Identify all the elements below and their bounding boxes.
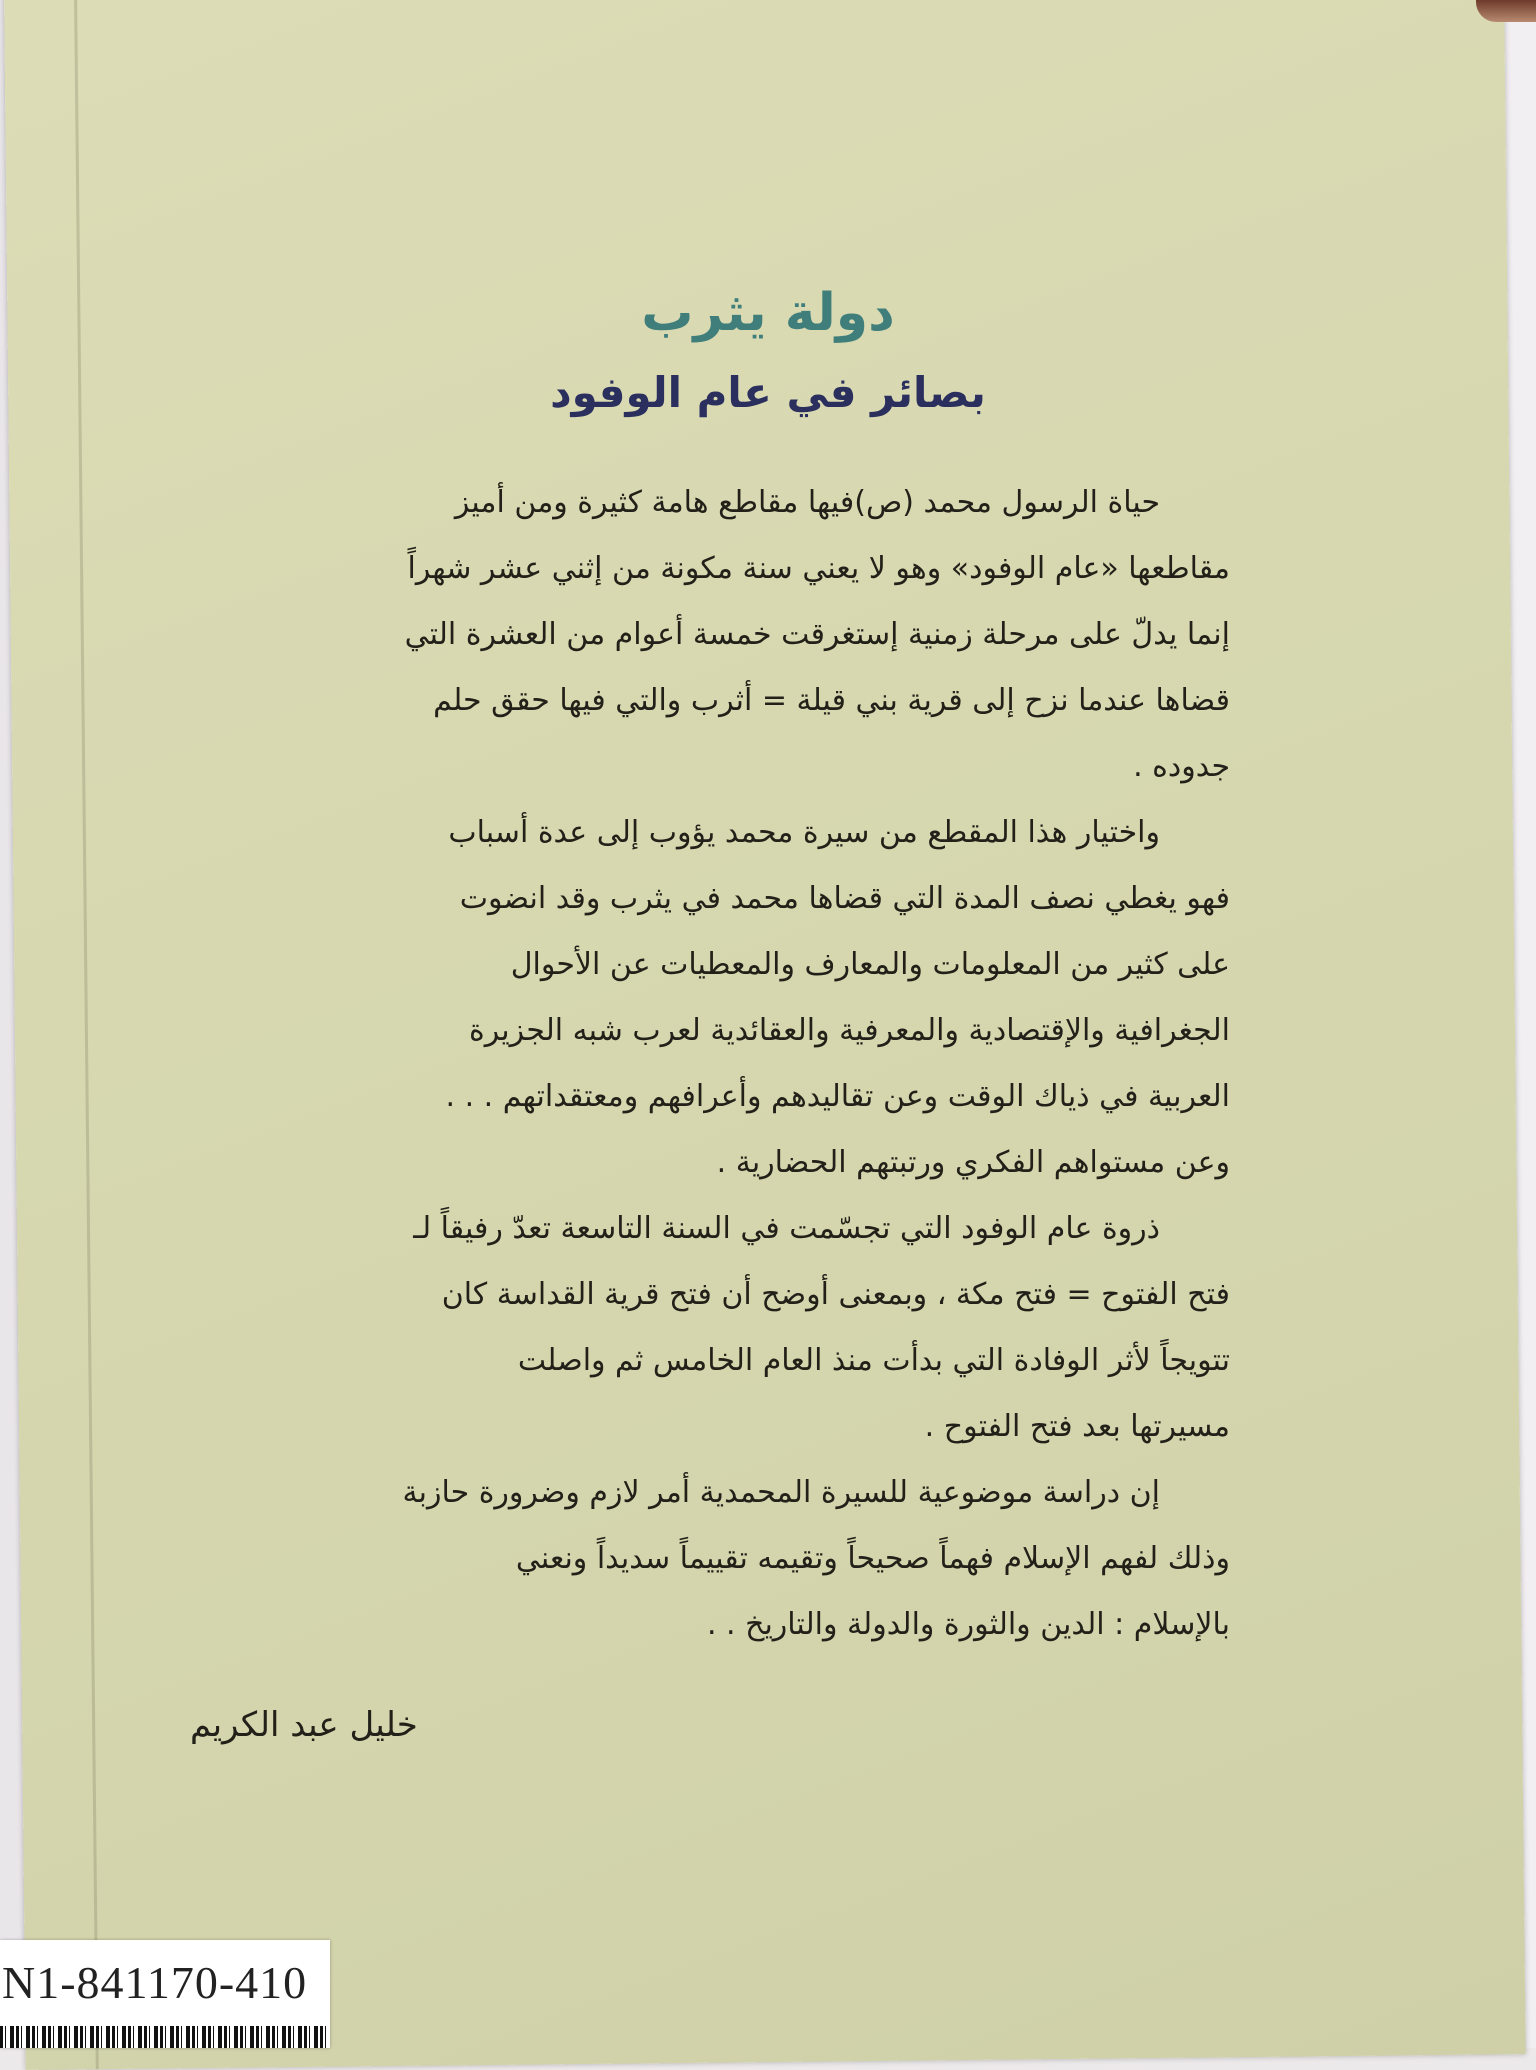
text-line: بالإسلام : الدين والثورة والدولة والتاريخ . . [706, 1607, 1230, 1642]
book-subtitle: بصائر في عام الوفود [550, 368, 986, 417]
text-line: مسيرتها بعد فتح الفتوح . [924, 1409, 1230, 1444]
page-corner [1476, 0, 1536, 22]
text-line: ذروة عام الوفود التي تجسّمت في السنة التاسعة تعدّ رفيقاً لـ [413, 1211, 1160, 1246]
text-line: إن دراسة موضوعية للسيرة المحمدية أمر لازم وضرورة حازبة [402, 1475, 1160, 1510]
text-line: حياة الرسول محمد (ص)فيها مقاطع هامة كثيرة ومن أميز [454, 485, 1160, 520]
barcode-icon [0, 2026, 330, 2048]
text-line: إنما يدلّ على مرحلة زمنية إستغرقت خمسة أعوام من العشرة التي [404, 617, 1230, 652]
text-line: مقاطعها «عام الوفود» وهو لا يعني سنة مكونة من إثني عشر شهراً [407, 551, 1230, 586]
text-line: فهو يغطي نصف المدة التي قضاها محمد في يثرب وقد انضوت [459, 881, 1230, 916]
isbn-number: N1-841170-410 [2, 1957, 308, 2008]
text-line: فتح الفتوح = فتح مكة ، وبمعنى أوضح أن فتح قرية القداسة كان [441, 1277, 1230, 1312]
text-line: جدوده . [1133, 749, 1230, 784]
text-line: وذلك لفهم الإسلام فهماً صحيحاً وتقيمه تقييماً سديداً ونعني [515, 1541, 1230, 1576]
isbn-sticker [0, 1940, 330, 2048]
text-line: العربية في ذياك الوقت وعن تقاليدهم وأعرافهم ومعتقداتهم . . . [445, 1079, 1230, 1114]
text-line: الجغرافية والإقتصادية والمعرفية والعقائدية لعرب شبه الجزيرة [469, 1013, 1230, 1048]
text-line: واختيار هذا المقطع من سيرة محمد يؤوب إلى عدة أسباب [448, 815, 1160, 850]
author-signature: خليل عبد الكريم [190, 1705, 418, 1745]
text-line: وعن مستواهم الفكري ورتبتهم الحضارية . [716, 1145, 1230, 1180]
blurb-text [205, 470, 1230, 1658]
text-line: تتويجاً لأثر الوفادة التي بدأت منذ العام الخامس ثم واصلت [517, 1343, 1230, 1378]
book-title: دولة يثرب [641, 283, 895, 343]
text-line: قضاها عندما نزح إلى قرية بني قيلة = أثرب والتي فيها حقق حلم [433, 683, 1230, 718]
text-line: على كثير من المعلومات والمعارف والمعطيات عن الأحوال [510, 947, 1230, 982]
